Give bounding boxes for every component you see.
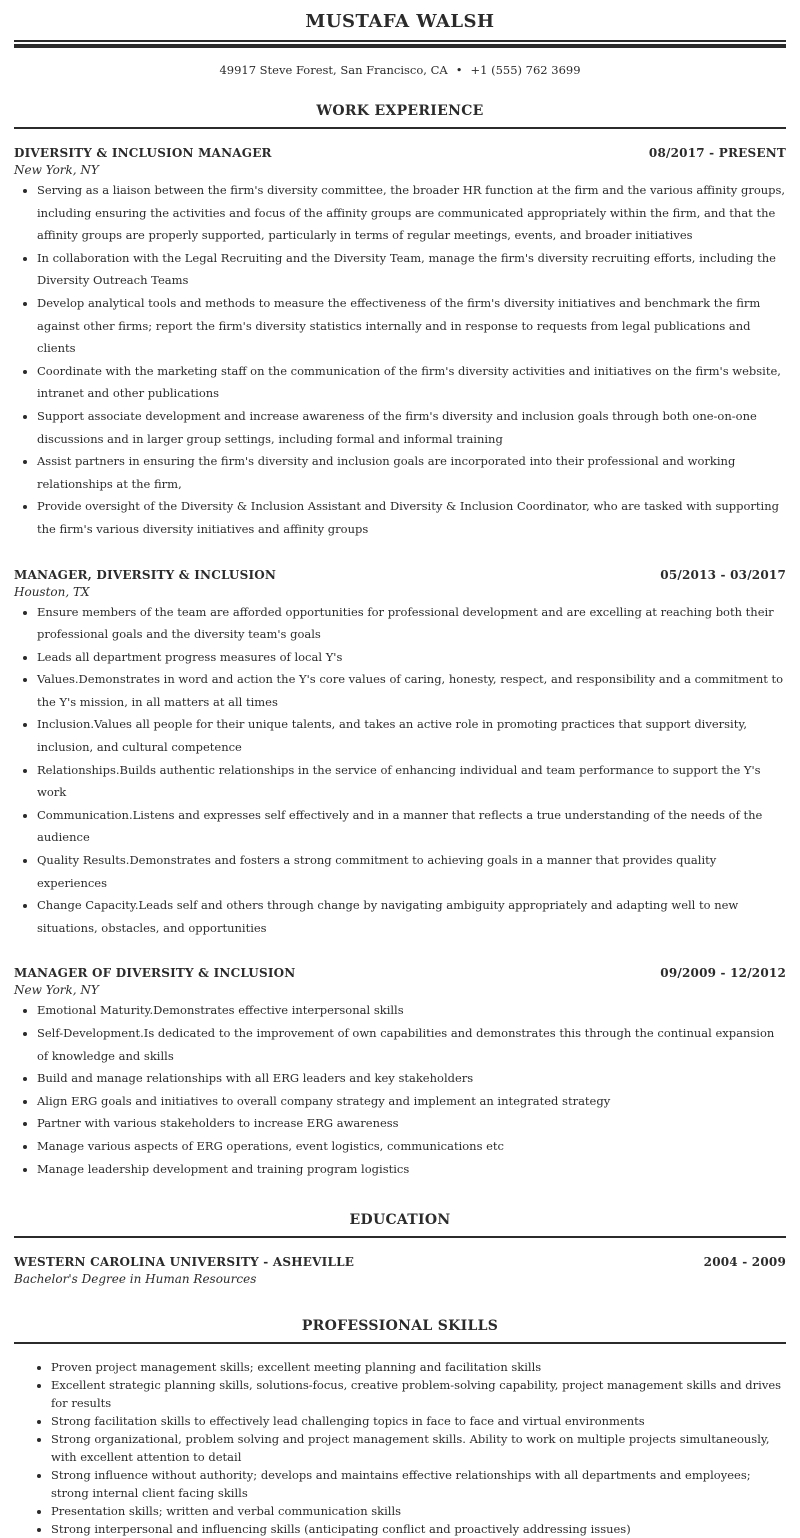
education-header: [14, 1254, 786, 1271]
list-item: • Strong facilitation skills to effectively lead challenging topics in face to face and virtual environments: [51, 1412, 786, 1430]
job-header: [14, 567, 786, 584]
skills-section: [14, 1316, 786, 1538]
school-name: WESTERN CAROLINA UNIVERSITY - ASHEVILLE: [14, 1255, 355, 1270]
job-dates: 09/2009 - 12/2012: [660, 966, 786, 981]
list-item: • Manage leadership development and training program logistics: [37, 1158, 786, 1181]
job-dates: 05/2013 - 03/2017: [660, 567, 786, 582]
list-item: • Presentation skills; written and verbal communication skills: [51, 1502, 786, 1520]
list-item: • Strong influence without authority; develops and maintains effective relationships with all departments and employees; strong internal client facing skills: [51, 1466, 786, 1502]
education-section: [14, 1210, 786, 1288]
list-item: • Leads all department progress measures of local Y's: [37, 646, 786, 669]
list-item: • Values.Demonstrates in word and action the Y's core values of caring, honesty, respect, and responsibility and a commitment to the Y's mission, in all matters at all times: [37, 668, 786, 713]
list-item: • Inclusion.Values all people for their unique talents, and takes an active role in promoting practices that support diversity, inclusion, and cultural competence: [37, 713, 786, 758]
skills-divider: [14, 1342, 786, 1344]
job-role: DIVERSITY & INCLUSION MANAGER: [14, 146, 272, 160]
list-item: • In collaboration with the Legal Recruiting and the Diversity Team, manage the firm's diversity recruiting efforts, including the Diversity Outreach Teams: [37, 247, 786, 292]
list-item: • Manage various aspects of ERG operations, event logistics, communications etc: [37, 1135, 786, 1158]
job-role: MANAGER, DIVERSITY & INCLUSION: [14, 567, 277, 582]
list-item: • Proven project management skills; excellent meeting planning and facilitation skills: [51, 1358, 786, 1376]
list-item: • Ensure members of the team are afforded opportunities for professional development and are excelling at reaching both their professional goals and the diversity team's goals: [37, 601, 786, 646]
job-location: Houston, TX: [14, 584, 90, 599]
job-location: New York, NY: [14, 983, 99, 998]
job-bullets: [14, 601, 786, 940]
list-item: • Develop analytical tools and methods to measure the effectiveness of the firm's diversity initiatives and benchmark the firm against other firms; report the firm's diversity statistics internally and in response to requests from legal publications and clients: [37, 292, 786, 360]
contact-separator: •: [455, 63, 463, 77]
contact-line: [14, 60, 786, 80]
list-item: • Self-Development.Is dedicated to the improvement of own capabilities and demonstrates this through the continual expansion of knowledge and skills: [37, 1022, 786, 1067]
candidate-name: MUSTAFA WALSH: [305, 11, 495, 32]
work-experience-heading: WORK EXPERIENCE: [316, 103, 484, 119]
list-item: • Communication.Listens and expresses self effectively and in a manner that reflects a true understanding of the needs of the audience: [37, 804, 786, 849]
list-item: • Serving as a liaison between the firm's diversity committee, the broader HR function at the firm and the various affinity groups, including ensuring the activities and focus of the affinity groups are communicated appropriately within the firm, and that the affinity groups are properly supported, particularly in terms of regular meetings, events, and broader initiatives: [37, 179, 786, 247]
list-item: • Partner with various stakeholders to increase ERG awareness: [37, 1112, 786, 1135]
job-role: MANAGER OF DIVERSITY & INCLUSION: [14, 966, 296, 981]
job-entry: [14, 567, 786, 940]
education-dates: 2004 - 2009: [703, 1255, 786, 1270]
job-bullets: [14, 179, 786, 541]
degree: Bachelor's Degree in Human Resources: [14, 1272, 257, 1287]
list-item: • Change Capacity.Leads self and others through change by navigating ambiguity appropriately and adapting well to new situations, obstacles, and opportunities: [37, 894, 786, 939]
list-item: • Emotional Maturity.Demonstrates effective interpersonal skills: [37, 999, 786, 1022]
education-divider: [14, 1236, 786, 1238]
work-experience-section: [14, 101, 786, 1180]
job-location: New York, NY: [14, 163, 99, 177]
contact-address: 49917 Steve Forest, San Francisco, CA: [219, 63, 448, 77]
list-item: • Align ERG goals and initiatives to overall company strategy and implement an integrated strategy: [37, 1090, 786, 1113]
list-item: • Provide oversight of the Diversity & Inclusion Assistant and Diversity & Inclusion Coordinator, who are tasked with supporting the firm's various diversity initiatives and affinity groups: [37, 495, 786, 540]
skills-heading: PROFESSIONAL SKILLS: [301, 1318, 499, 1335]
job-entry: [14, 965, 786, 1180]
work-experience-divider: [14, 127, 786, 129]
list-item: • Strong interpersonal and influencing skills (anticipating conflict and proactively addressing issues): [51, 1520, 786, 1538]
job-header: [14, 145, 786, 162]
list-item: • Build and manage relationships with all ERG leaders and key stakeholders: [37, 1067, 786, 1090]
job-dates: 08/2017 - PRESENT: [648, 146, 786, 160]
job-entry: [14, 145, 786, 541]
header-divider: [14, 40, 786, 46]
list-item: • Coordinate with the marketing staff on the communication of the firm's diversity activities and initiatives on the firm's website, intranet and other publications: [37, 360, 786, 405]
job-header: [14, 965, 786, 982]
education-entry: [14, 1254, 786, 1288]
list-item: • Quality Results.Demonstrates and fosters a strong commitment to achieving goals in a manner that provides quality experiences: [37, 849, 786, 894]
list-item: • Relationships.Builds authentic relationships in the service of enhancing individual and team performance to support the Y's work: [37, 759, 786, 804]
list-item: • Strong organizational, problem solving and project management skills. Ability to work on multiple projects simultaneously, with excellent attention to detail: [51, 1430, 786, 1466]
list-item: • Excellent strategic planning skills, solutions-focus, creative problem-solving capability, project management skills and drives for results: [51, 1376, 786, 1412]
job-bullets: [14, 999, 786, 1180]
list-item: • Assist partners in ensuring the firm's diversity and inclusion goals are incorporated into their professional and working relationships at the firm,: [37, 450, 786, 495]
education-heading: EDUCATION: [349, 1212, 451, 1229]
list-item: • Support associate development and increase awareness of the firm's diversity and inclusion goals through both one-on-one discussions and in larger group settings, including formal and informal training: [37, 405, 786, 450]
skills-list: [14, 1358, 786, 1538]
contact-phone: +1 (555) 762 3699: [470, 63, 581, 77]
